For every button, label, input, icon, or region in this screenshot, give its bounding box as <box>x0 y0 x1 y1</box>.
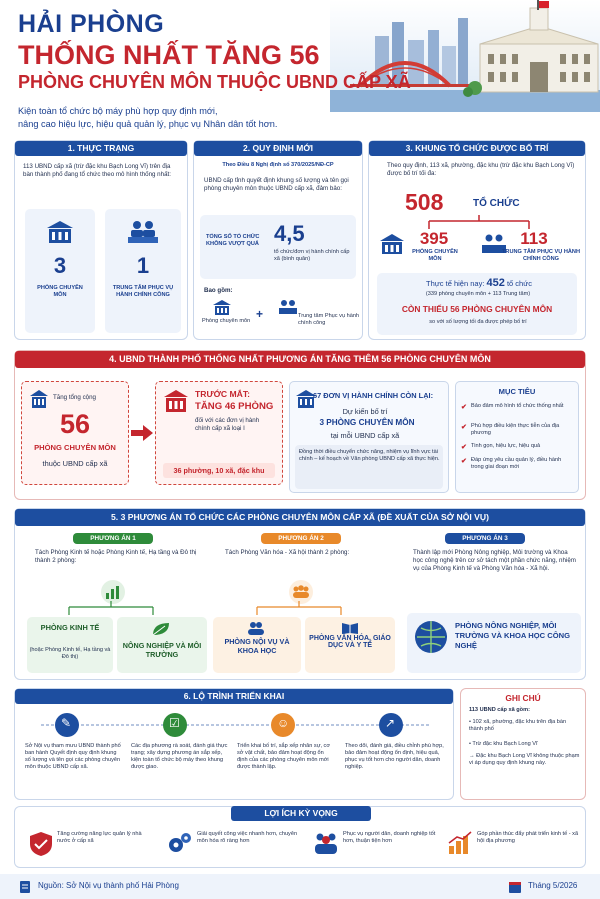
section-2-basis: Theo Điều 8 Nghị định số 370/2025/NĐ-CP <box>222 162 334 168</box>
section-benefits <box>14 806 586 868</box>
notes-panel <box>460 688 586 800</box>
option-3-tag: PHƯƠNG ÁN 3 <box>445 533 525 544</box>
goal-item: ✔ Phù hợp điều kiện thực tiễn của địa phương <box>461 423 560 436</box>
section-2-include-label: Bao gồm: <box>204 287 233 294</box>
people-group-icon <box>313 831 339 855</box>
section-3-num-departments: 395 <box>419 229 449 248</box>
option-2-desc: Tách Phòng Văn hóa - Xã hội thành 2 phòng: <box>225 549 350 556</box>
section-4-box2-desc: đối với các đơn vị hành chính cấp xã loại I <box>195 417 260 432</box>
section-3-current-unit: tổ chức <box>506 279 532 288</box>
option-2-result-a: PHÒNG NỘI VỤ VÀ KHOA HỌC <box>224 637 290 655</box>
option-2-result-b: PHÒNG VĂN HÓA, GIÁO DỤC VÀ Y TẾ <box>309 635 391 649</box>
calendar-icon <box>508 880 522 894</box>
document-icon <box>18 880 32 894</box>
intro-line-2: nâng cao hiệu lực, hiệu quả quản lý, phục vụ Nhân dân tốt hơn. <box>18 119 278 129</box>
section-3-label-center: TRUNG TÂM PHỤC VỤ HÀNH CHÍNH CÔNG <box>502 249 580 262</box>
benefit-2: Giải quyết công việc nhanh hơn, chuyên môn hóa rõ ràng hơn <box>197 831 298 844</box>
section-4-box2-title1: TRƯỚC MẮT: <box>195 389 251 399</box>
check-icon: ✔ <box>461 444 467 451</box>
notes-bullet-3: → Đặc khu Bạch Long Vĩ không thuộc phạm vi áp dụng quy định khung này. <box>469 753 580 766</box>
section-3-current-value: 452 <box>486 277 505 289</box>
section-2-total-label: TỔNG SỐ TỔ CHỨC KHÔNG VƯỢT QUÁ <box>206 234 260 247</box>
footer-date: Tháng 5/2026 <box>528 881 578 890</box>
benefit-3: Phục vụ người dân, doanh nghiệp tốt hơn, thuận tiện hơn <box>343 831 436 844</box>
check-icon: ✔ <box>461 404 467 411</box>
gears-icon <box>167 831 193 855</box>
footer-source: Nguồn: Sở Nội vụ thành phố Hải Phòng <box>38 881 179 890</box>
section-4-box1-num: 56 <box>59 409 91 439</box>
team-icon: ☺ <box>277 716 290 730</box>
office-building-icon <box>29 389 49 409</box>
office-building-icon <box>212 299 232 315</box>
option-1-result-a: PHÒNG KINH TẾ <box>40 623 100 632</box>
section-3-desc: Theo quy định, 113 xã, phường, đặc khu (trừ đặc khu Bạch Long Vĩ) được bố trí tối đa: <box>387 162 575 177</box>
section-3-label-departments: PHÒNG CHUYÊN MÔN <box>412 249 458 262</box>
growth-chart-icon: ↗ <box>385 716 396 730</box>
title-city: HẢI PHÒNG <box>18 10 165 38</box>
section-4-box3-line2: 3 PHÒNG CHUYÊN MÔN <box>319 418 415 427</box>
service-desk-icon <box>127 219 159 245</box>
option-3-desc: Thành lập mới Phòng Nông nghiệp, Môi trường và Khoa học công nghệ trên cơ sở tách một phần chức năng, nhiệm vụ của Phòng Kinh tế và Phòng Văn hóa - Xã hội. <box>413 549 576 572</box>
book-icon <box>341 621 359 635</box>
section-4-box3-title: 67 ĐƠN VỊ HÀNH CHÍNH CÒN LẠI: <box>313 391 434 400</box>
footer <box>0 874 600 899</box>
section-4-box2-title2: TĂNG 46 PHÒNG <box>195 401 274 412</box>
section-3-num-center: 113 <box>520 229 548 248</box>
section-4-box3-line3: tại mỗi UBND cấp xã <box>330 431 400 440</box>
section-3-current-detail: (339 phòng chuyên môn + 113 Trung tâm) <box>425 291 531 297</box>
branch-connector <box>409 215 549 229</box>
step-3-text: Triển khai bố trí, sắp xếp nhân sự, cơ sở vật chất, bảo đảm hoạt động ổn định của các phòng chuyên môn mới được thành lập. <box>237 743 331 770</box>
section-4-box1-bottom: thuộc UBND cấp xã <box>42 459 108 468</box>
goal-item: ✔ Tinh gọn, hiệu lực, hiệu quả <box>461 443 541 451</box>
goal-item: ✔ Bảo đảm mô hình tổ chức thống nhất <box>461 403 564 411</box>
people-icon <box>247 621 265 635</box>
section-1-label-center: TRUNG TÂM PHỤC VỤ HÀNH CHÍNH CÔNG <box>112 285 174 298</box>
section-plan <box>14 350 586 500</box>
service-desk-icon <box>278 299 298 315</box>
notes-bullet-1: • 102 xã, phường, đặc khu trên địa bàn thành phố <box>469 719 567 732</box>
intro-line-1: Kiện toàn tổ chức bộ máy phù hợp quy định mới, <box>18 106 218 116</box>
benefit-4: Góp phần thúc đẩy phát triển kinh tế - xã hội địa phương <box>477 831 579 844</box>
section-4-box2-tag: 36 phường, 10 xã, đặc khu <box>163 463 275 478</box>
notes-title: GHI CHÚ <box>505 693 541 703</box>
section-3-total-unit: TỔ CHỨC <box>473 198 520 209</box>
section-3-current-line <box>389 277 569 289</box>
checklist-icon: ☑ <box>169 716 180 730</box>
goals-list <box>461 403 577 477</box>
title-main: THỐNG NHẤT TĂNG 56 <box>18 40 320 70</box>
notes-intro: 113 UBND cấp xã gồm: <box>469 707 530 713</box>
section-1-title: 1. THỰC TRẠNG <box>15 141 187 156</box>
step-1-text: Sở Nội vụ tham mưu UBND thành phố ban hành Quyết định quy định khung số lượng và tên gọi các phòng chuyên môn thuộc UBND cấp xã. <box>25 743 121 770</box>
section-2-desc: UBND cấp tỉnh quyết định khung số lượng và tên gọi phòng chuyên môn thuộc UBND cấp xã, đảm bảo: <box>204 177 349 192</box>
section-1-num-center: 1 <box>136 253 150 278</box>
section-7-title: LỢI ÍCH KỲ VỌNG <box>231 806 371 821</box>
section-4-box1-top: Tăng tổng cộng <box>53 394 97 401</box>
section-2-total-unit: tổ chức/đơn vị hành chính cấp xã (bình quân) <box>274 249 350 262</box>
option-1-result-b: NÔNG NGHIỆP VÀ MÔI TRƯỜNG <box>122 641 202 659</box>
step-4-text: Theo dõi, đánh giá, điều chỉnh phù hợp, bảo đảm hoạt động ổn định, hiệu quả, phục vụ tốt hơn cho người dân, doanh nghiệp. <box>345 743 444 770</box>
step-2-text: Các địa phương rà soát, đánh giá thực trạng; xây dựng phương án sắp xếp, kiện toàn tổ chức bộ máy theo khung được giao. <box>131 743 228 770</box>
office-building-icon <box>45 219 75 245</box>
section-2-total-value: 4,5 <box>274 221 305 246</box>
section-6-title: 6. LỘ TRÌNH TRIỂN KHAI <box>15 689 453 704</box>
shield-check-icon <box>29 831 53 857</box>
office-building-icon <box>163 389 189 413</box>
option-3-result: PHÒNG NÔNG NGHIỆP, MÔI TRƯỜNG VÀ KHOA HỌC CÔNG NGHỆ <box>455 621 571 650</box>
arrow-right-icon <box>131 425 153 441</box>
section-3-total: 508 <box>405 189 444 215</box>
section-3-missing: CÒN THIẾU 56 PHÒNG CHUYÊN MÔN <box>401 304 553 314</box>
benefit-1: Tăng cường năng lực quản lý nhà nước ở cấp xã <box>57 831 142 844</box>
section-4-title: 4. UBND THÀNH PHỐ THỐNG NHẤT PHƯƠNG ÁN TĂNG THÊM 56 PHÒNG CHUYÊN MÔN <box>15 351 585 368</box>
section-5-title: 5. 3 PHƯƠNG ÁN TỔ CHỨC CÁC PHÒNG CHUYÊN MÔN CẤP XÃ (ĐỀ XUẤT CỦA SỞ NỘI VỤ) <box>15 509 585 526</box>
option-1-tag: PHƯƠNG ÁN 1 <box>73 533 153 544</box>
check-icon: ✔ <box>461 424 467 431</box>
section-3-title: 3. KHUNG TỔ CHỨC ĐƯỢC BỐ TRÍ <box>369 141 585 156</box>
option-2-tag: PHƯƠNG ÁN 2 <box>261 533 341 544</box>
branch-connector <box>243 601 353 615</box>
section-4-box3-note: Đồng thời điều chuyển chức năng, nhiệm vụ lĩnh vực tài chính – kế hoạch về Văn phòng UBND cấp xã thực hiện. <box>299 449 440 462</box>
globe-icon <box>413 619 449 655</box>
section-2-include-1: Phòng chuyên môn <box>202 318 251 324</box>
office-building-icon <box>379 233 405 255</box>
section-framework <box>368 140 586 340</box>
section-1-label-departments: PHÒNG CHUYÊN MÔN <box>37 285 83 298</box>
goals-title: MỤC TIÊU <box>498 387 536 396</box>
section-roadmap <box>14 688 454 800</box>
timeline-line <box>41 723 431 727</box>
plus-icon: + <box>256 307 264 321</box>
section-3-current-label: Thực tế hiện nay: <box>426 279 485 288</box>
section-options <box>14 508 586 680</box>
section-1-num-departments: 3 <box>53 253 67 278</box>
section-1-desc: 113 UBND cấp xã (trừ đặc khu Bạch Long Vĩ) trên địa bàn thành phố đang tổ chức theo mô hình thống nhất: <box>23 163 171 178</box>
section-2-title: 2. QUY ĐỊNH MỚI <box>194 141 362 156</box>
branch-connector <box>55 601 165 615</box>
section-2-include-2: Trung tâm Phục vụ hành chính công <box>298 313 360 326</box>
section-current-status <box>14 140 188 340</box>
bar-chart-growth-icon <box>447 831 473 855</box>
notes-bullet-2: • Trừ đặc khu Bạch Long Vĩ <box>469 741 538 747</box>
check-icon: ✔ <box>461 458 467 465</box>
section-4-box1-label: PHÒNG CHUYÊN MÔN <box>34 443 116 452</box>
goal-item: ✔ Đáp ứng yêu cầu quản lý, điều hành trong giai đoạn mới <box>461 457 562 470</box>
section-new-regulation <box>193 140 363 340</box>
section-4-box3-line1: Dự kiến bố trí <box>342 407 388 416</box>
option-1-result-a-sub: (hoặc Phòng Kinh tế, Hạ tầng và Đô thị) <box>29 647 111 660</box>
section-3-missing-sub: so với số lượng tối đa được phép bố trí <box>429 319 527 325</box>
option-1-desc: Tách Phòng Kinh tế hoặc Phòng Kinh tế, Hạ tầng và Đô thị thành 2 phòng: <box>35 549 197 564</box>
document-icon: ✎ <box>61 716 72 730</box>
title-sub: PHÒNG CHUYÊN MÔN THUỘC UBND CẤP XÃ <box>18 72 411 92</box>
city-skyline-illustration <box>330 0 600 112</box>
leaf-icon <box>151 621 171 637</box>
